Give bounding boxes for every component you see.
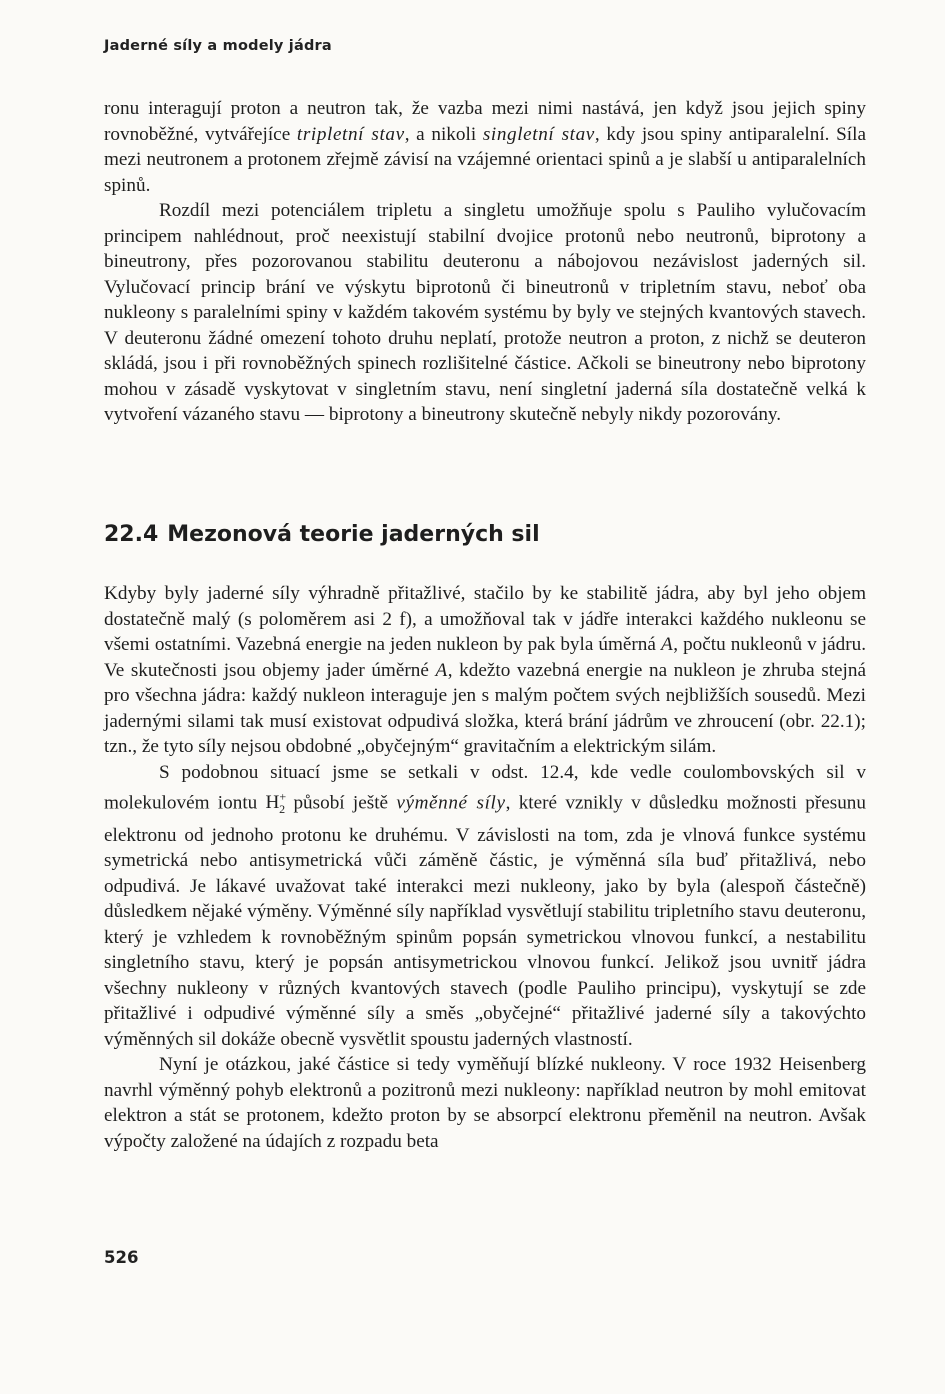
paragraph: Rozdíl mezi potenciálem tripletu a singletu umožňuje spolu s Pauliho vylučovacím principem nahlédnout, proč neexistují stabilní dvojice protonů nebo neutronů, biprotony a bineutrony, přes pozorovanou stabilitu deuteronu a nábojovou nezávislost jaderných sil. Vylučovací princip brání ve výskytu biprotonů či bineutronů v tripletním stavu, neboť oba nukleony s paralelními spiny v každém takovém systému by byly ve stejných kvantových stavech. V deuteronu žádné omezení tohoto druhu neplatí, protože neutron a proton, z nichž se deuteron skládá, jsou i při rovnoběžných spinech rozlišitelné částice. Ačkoli se bineutrony nebo biprotony mohou v zásadě vyskytovat v singletním stavu, není singletní jaderná síla dostatečně velká k vytvoření vázaného stavu — biprotony a bineutrony skutečně nebyly nikdy pozorovány. [104, 200, 866, 425]
ion-charge: + [279, 790, 287, 804]
section-heading [104, 522, 540, 547]
paragraph [104, 581, 866, 760]
text-run: , kdy jsou spiny antiparalelní. Síla mezi neutronem a protonem zřejmě závisí na vzájemné orientaci spinů a je slabší u antiparalelních spinů. [104, 123, 866, 196]
text-run: , a nikoli [404, 123, 483, 145]
paragraph: Nyní je otázkou, jaké částice si tedy vyměňují blízké nukleony. V roce 1932 Heisenberg navrhl výměnný pohyb elektronů a pozitronů mezi nukleony: například neutron by mohl emitovat elektron a stát se protonem, kdežto proton by se absorpcí elektronu přeměnil na neutron. Avšak výpočty založené na údajích z rozpadu beta [104, 1054, 866, 1152]
text-run: , kdežto vazebná energie na nukleon je zhruba stejná pro všechna jádra: každý nukleon interaguje jen s malým počtem svých nejbližších sousedů. Mezi jadernými silami tak musí existovat odpudivá složka, která brání jádrům ve zhroucení (obr. 22.1); tzn., že tyto síly nejsou obdobné „obyčejným“ gravitačním a elektrickým silám. [104, 659, 867, 757]
paragraph [104, 760, 866, 1053]
text-run: , které vznikly v důsledku možnosti přesunu elektronu od jednoho protonu ke druhému. V závislosti na tom, zda je vlnová funkce systému symetrická nebo antisymetrická vůči záměně částic, je výměnná síla buď přitažlivá, nebo odpudivá. Je lákavé uvažovat také interakci mezi nukleony, jako by byla (alespoň částečně) důsledkem nějaké výměny. Výměnné síly například vysvětlují stabilitu tripletního stavu deuteronu, který je vzhledem k rovnoběžným spinům popsán symetrickou vlnovou funkcí, a nestabilitu singletního stavu, který je popsán antisymetrickou vlnovou funkcí. Jelikož jsou uvnitř jádra všechny nukleony v různých kvantových stavech (podle Pauliho principu), vyskytují se zde přitažlivé i odpudivé výměnné síly a směs „obyčejné“ přitažlivé jaderné síly a takovýchto výměnných sil dokáže obecně vysvětlit spoustu jaderných vlastností. [104, 792, 866, 1050]
ion-subscript: 2 [279, 802, 286, 817]
running-head: Jaderné síly a modely jádra [104, 38, 332, 54]
text-run: ronu interagují proton a neutron tak, že vazba mezi nimi nastává, jen když jsou jejich spiny rovnoběžné, vytvářejíce [104, 98, 866, 145]
text-run: Kdyby byly jaderné síly výhradně přitažlivé, stačilo by ke stabilitě jádra, aby byl jeho objem dostatečně malý (s poloměrem asi 2 f), a umožňoval tak v jádře interakci každého nukleonu se všemi ostatními. Vazebná energie na jeden nukleon by pak byla úměrná [104, 583, 866, 655]
symbol-A: A [660, 634, 674, 655]
text-run: , počtu nukleonů v jádru. Ve skutečnosti jsou objemy jader úměrné [104, 634, 866, 681]
section-title: Mezonová teorie jaderných sil [167, 522, 540, 547]
page-number: 526 [104, 1248, 139, 1267]
top-text-block [104, 96, 866, 428]
hydrogen-ion-formula [265, 790, 287, 817]
text-run: S podobnou situací jsme se setkali v odst. 12.4, kde vedle coulombovských sil v molekulovém iontu [104, 761, 866, 814]
symbol-A: A [435, 659, 448, 681]
paragraph [104, 96, 866, 198]
ion-base: H [265, 792, 280, 814]
term-triplet-state: tripletní stav [296, 123, 405, 145]
text-run: působí ještě [285, 792, 397, 814]
section-number: 22.4 [104, 522, 159, 547]
term-exchange-forces: výměnné síly [396, 792, 506, 814]
main-text-block [104, 581, 866, 1154]
term-singlet-state: singletní stav [482, 123, 595, 145]
